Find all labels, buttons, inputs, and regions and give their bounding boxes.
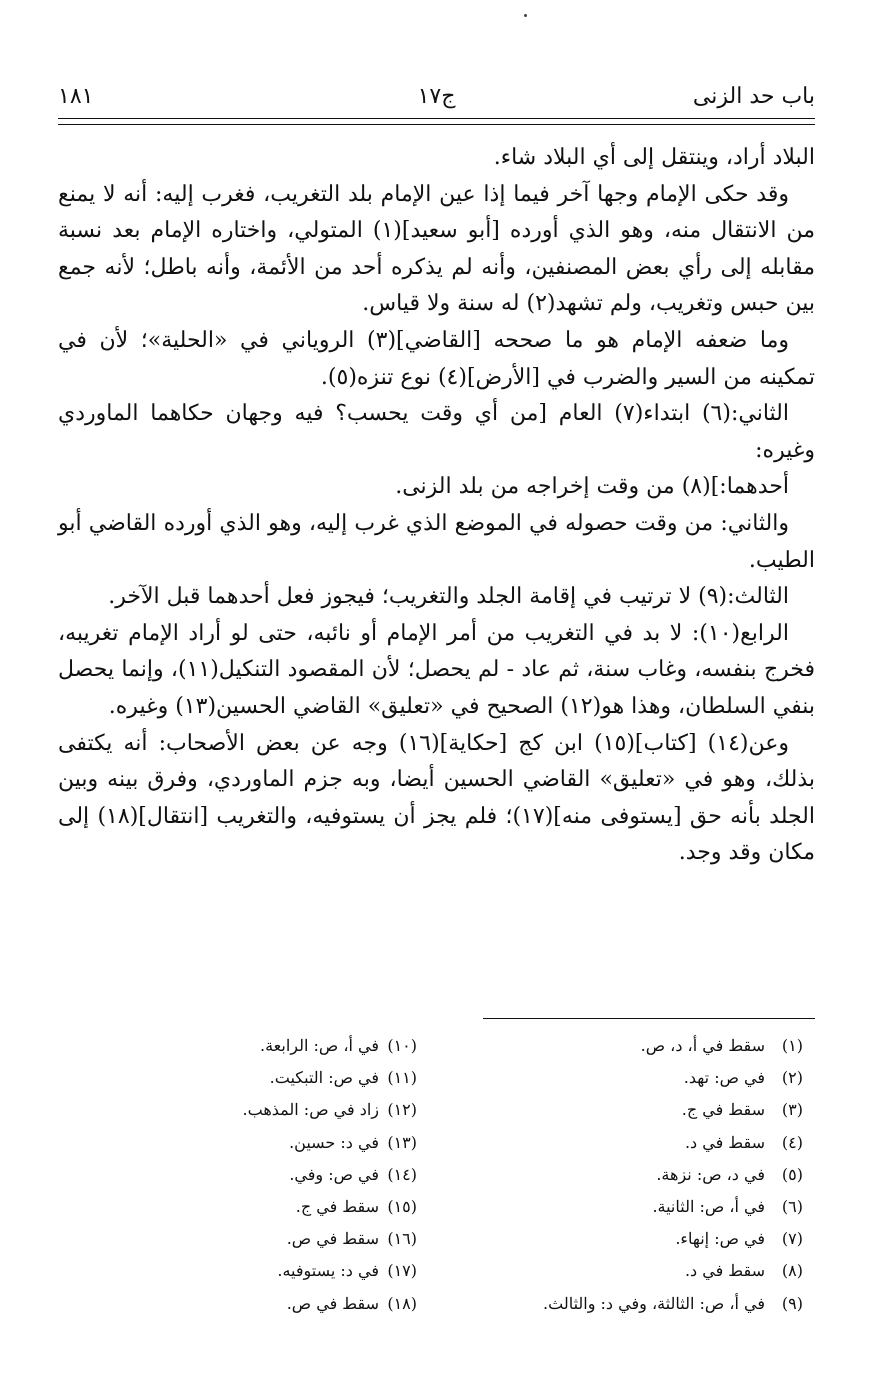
volume-label: ج١٧	[417, 84, 456, 109]
paragraph: الثاني:(٦) ابتداء(٧) العام [من أي وقت يحسب؟ فيه وجهان حكاهما الماوردي وغيره:	[58, 401, 815, 463]
footnote	[443, 1288, 803, 1320]
footnote	[87, 1127, 417, 1159]
footnote-text: زاد في ص: المذهب.	[242, 1100, 379, 1120]
footnote-text: سقط في ص.	[286, 1293, 379, 1313]
paragraph: والثاني: من وقت حصوله في الموضع الذي غرب إليه، وهو الذي أورده القاضي أبو الطيب.	[58, 510, 815, 573]
paragraph: البلاد أراد، وينتقل إلى أي البلاد شاء.	[493, 145, 815, 170]
page-number: ١٨١	[58, 84, 94, 109]
footnote	[87, 1223, 417, 1255]
footnote	[443, 1030, 803, 1062]
footnote-text: في د: حسين.	[289, 1132, 379, 1152]
footnote	[443, 1094, 803, 1126]
footnote-number: (٩)	[781, 1293, 803, 1313]
footnote-number: (١٧)	[387, 1261, 417, 1281]
paragraph: الرابع(١٠): لا بد في التغريب من أمر الإمام أو نائبه، حتى لو أراد الإمام تغريبه، فخرج بنفسه، وغاب سنة، ثم عاد - لم يحصل؛ لأن المقصود التنكيل(١١)، وإنما يحصل بنفي السلطان، وهذا هو(١٢) الصحيح في «تعليق» القاضي الحسين(١٣) وغيره.	[58, 620, 816, 719]
footnote-number: (١١)	[387, 1068, 417, 1088]
footnote-text: سقط في د.	[684, 1132, 765, 1152]
footnote-text: في ص: التبكيت.	[269, 1068, 379, 1088]
footnote-number: (١٥)	[387, 1197, 417, 1217]
footnote-text: في أ، ص: الثانية.	[652, 1197, 765, 1217]
main-text	[58, 140, 815, 872]
footnote-text: سقط في ج.	[681, 1100, 765, 1120]
footnote	[443, 1127, 803, 1159]
header-rule-thin	[58, 124, 815, 125]
footnote-number: (٥)	[781, 1164, 803, 1184]
footnote-text: في د: يستوفيه.	[277, 1261, 379, 1281]
running-head	[58, 80, 815, 116]
print-dot	[524, 14, 527, 17]
footnote-text: سقط في ج.	[295, 1197, 379, 1217]
footnote-number: (٨)	[781, 1261, 803, 1281]
footnote	[87, 1159, 417, 1191]
footnote	[87, 1030, 417, 1062]
paragraph: وقد حكى الإمام وجها آخر فيما إذا عين الإمام بلد التغريب، فغرب إليه: أنه لا يمنع من الانتقال منه، وهو الذي أورده [أبو سعيد](١) المتولي، واختاره الإمام بعد نسبة مقابله إلى رأي بعض المصنفين، وأنه لم يذكره أحد من الأئمة، وأنه باطل؛ لأنه جمع بين حبس وتغريب، ولم تشهد(٢) له سنة ولا قياس.	[58, 181, 815, 317]
footnote	[443, 1062, 803, 1094]
footnote-text: في ص: وفي.	[289, 1164, 379, 1184]
footnotes-column-2	[87, 1030, 417, 1320]
footnote-number: (٦)	[781, 1197, 803, 1217]
footnote-text: في د، ص: نزهة.	[656, 1164, 765, 1184]
footnotes-column-1	[443, 1030, 803, 1320]
footnote-number: (٧)	[781, 1229, 803, 1249]
footnote	[87, 1094, 417, 1126]
footnote-text: سقط في أ، د، ص.	[640, 1036, 765, 1055]
footnote	[87, 1288, 417, 1320]
footnote-number: (١٣)	[387, 1132, 417, 1152]
footnote	[87, 1255, 417, 1287]
paragraph: وعن(١٤) [كتاب](١٥) ابن كج [حكاية](١٦) وجه عن بعض الأصحاب: أنه يكتفى بذلك، وهو في «تعليق» القاضي الحسين أيضا، وبه جزم الماوردي، وفرق بينه وبين الجلد بأنه حق [يستوفى منه](١٧)؛ فلم يجز أن يستوفيه، والتغريب [انتقال](١٨) إلى مكان وقد وجد.	[58, 730, 815, 866]
footnote-number: (١٠)	[387, 1036, 417, 1055]
chapter-title: باب حد الزنى	[692, 84, 815, 109]
footnote-text: سقط في ص.	[286, 1229, 379, 1249]
footnote	[443, 1223, 803, 1255]
footnote	[87, 1191, 417, 1223]
footnote	[443, 1159, 803, 1191]
paragraph: وما ضعفه الإمام هو ما صححه [القاضي](٣) الروياني في «الحلية»؛ لأن في تمكينه من السير والضرب في [الأرض](٤) نوع تنزه(٥).	[58, 327, 815, 390]
footnote-number: (١)	[781, 1036, 803, 1055]
paragraph: أحدهما:](٨) من وقت إخراجه من بلد الزنى.	[395, 474, 789, 500]
footnote-number: (١٢)	[387, 1100, 417, 1120]
footnote	[87, 1062, 417, 1094]
footnote	[443, 1255, 803, 1287]
paragraph: الثالث:(٩) لا ترتيب في إقامة الجلد والتغريب؛ فيجوز فعل أحدهما قبل الآخر.	[108, 584, 789, 610]
footnote-text: في أ، ص: الثالثة، وفي د: والثالث.	[543, 1293, 765, 1313]
footnote-number: (٢)	[781, 1068, 803, 1088]
footnote-number: (٣)	[781, 1100, 803, 1120]
footnote-rule	[483, 1018, 815, 1019]
footnote	[443, 1191, 803, 1223]
footnote-text: في أ، ص: الرابعة.	[259, 1036, 379, 1055]
footnote-number: (١٨)	[387, 1293, 417, 1313]
footnote-number: (١٦)	[387, 1229, 417, 1249]
footnote-text: في ص: تهد.	[683, 1068, 765, 1088]
header-rule-thick	[58, 118, 815, 119]
footnote-text: سقط في د.	[684, 1261, 765, 1281]
footnote-text: في ص: إنهاء.	[675, 1229, 765, 1249]
footnote-number: (٤)	[781, 1132, 803, 1152]
footnote-number: (١٤)	[387, 1164, 417, 1184]
